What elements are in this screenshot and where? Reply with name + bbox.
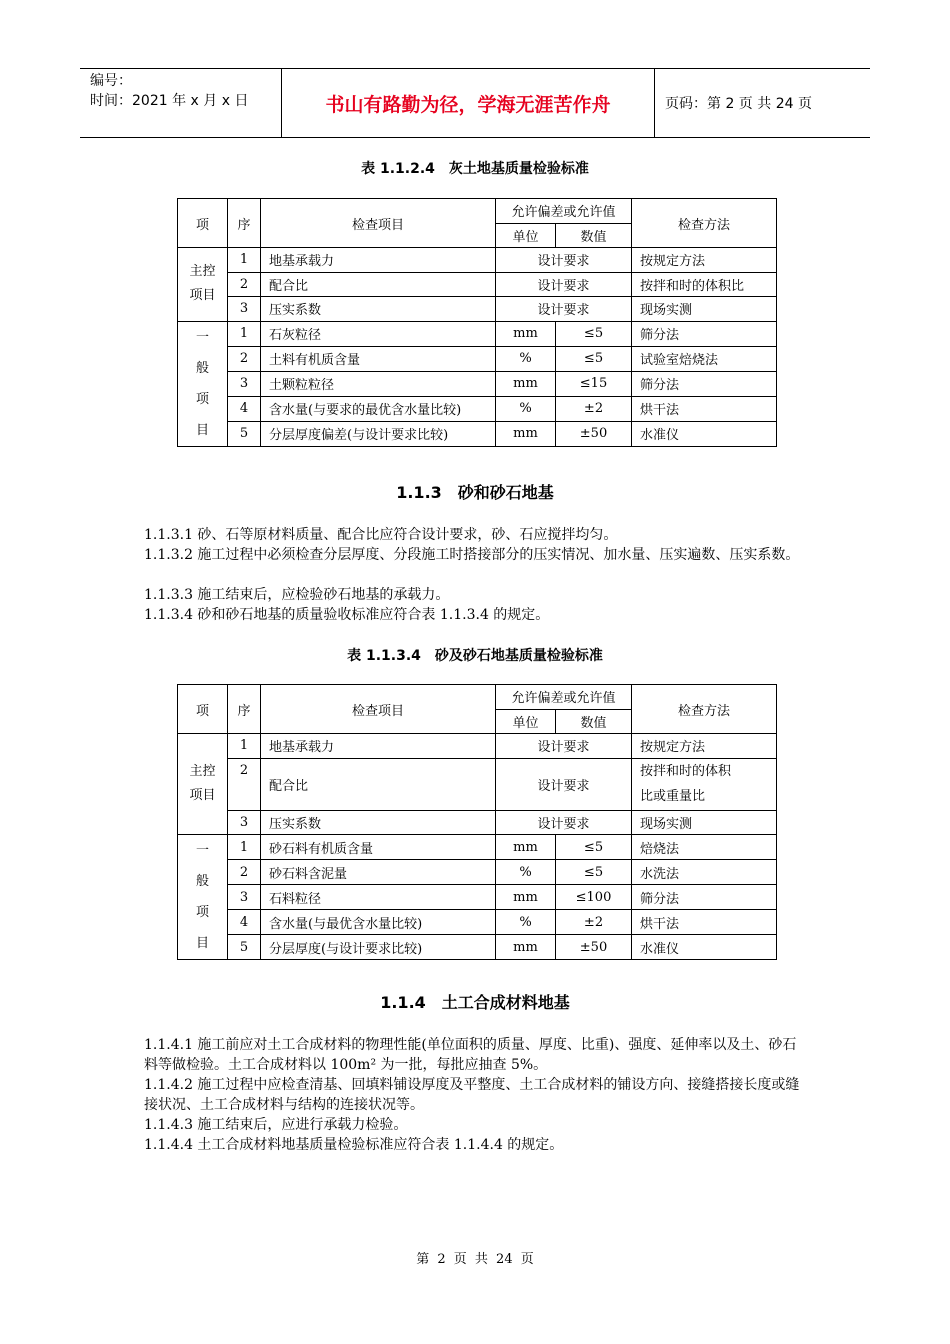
cell-method: 按规定方法	[632, 248, 777, 273]
group-general	[178, 321, 228, 446]
cell-method: 水准仪	[632, 935, 777, 960]
header-value: 数值	[556, 223, 632, 248]
header-tolerance: 允许偏差或允许值	[496, 199, 632, 224]
cell-unit: %	[496, 346, 556, 371]
cell-seq: 3	[228, 810, 261, 835]
header-item: 项	[178, 199, 228, 248]
header-unit: 单位	[496, 223, 556, 248]
cell-item: 砂石料含泥量	[261, 860, 496, 885]
cell-item: 砂石料有机质含量	[261, 835, 496, 860]
cell-item: 含水量(与要求的最优含水量比较)	[261, 396, 496, 421]
paragraph-1-1-4-3: 1.1.4.3 施工结束后，应进行承载力检验。	[144, 1117, 408, 1133]
table-header-row	[178, 685, 777, 710]
cell-method: 筛分法	[632, 321, 777, 346]
cell-seq: 2	[228, 346, 261, 371]
table1-lime-soil-foundation	[177, 198, 777, 447]
header-meta	[80, 69, 282, 137]
cell-seq: 3	[228, 297, 261, 322]
group-general	[178, 835, 228, 960]
cell-method: 焙烧法	[632, 835, 777, 860]
cell-value: ≤5	[556, 321, 632, 346]
paragraph-1-1-4-4: 1.1.4.4 土工合成材料地基质量检验标准应符合表 1.1.4.4 的规定。	[144, 1137, 564, 1153]
table1-caption: 表 1.1.2.4 灰土地基质量检验标准	[361, 161, 589, 177]
cell-value: ±50	[556, 935, 632, 960]
cell-item: 分层厚度(与设计要求比较)	[261, 935, 496, 960]
cell-method: 水准仪	[632, 421, 777, 446]
cell-method: 筛分法	[632, 371, 777, 396]
table-row	[178, 396, 777, 421]
table-row	[178, 810, 777, 835]
group-label: 一般项目	[196, 843, 210, 951]
group-label: 主控项目	[189, 764, 216, 803]
table-row	[178, 835, 777, 860]
header-tolerance: 允许偏差或允许值	[496, 685, 632, 710]
header-motto: 书山有路勤为径，学海无涯苦作舟	[282, 69, 655, 137]
paragraph-1-1-4-1: 1.1.4.1 施工前应对土工合成材料的物理性能(单位面积的质量、厚度、比重)、强度、延伸率以及土、砂石料等做检验。土工合成材料以 100m² 为一批，每批应抽查 5%。	[144, 1037, 797, 1073]
table-row	[178, 860, 777, 885]
cell-requirement: 设计要求	[496, 272, 632, 297]
cell-seq: 1	[228, 248, 261, 273]
header-check-item: 检查项目	[261, 685, 496, 734]
paragraph-1-1-3-4: 1.1.3.4 砂和砂石地基的质量验收标准应符合表 1.1.3.4 的规定。	[144, 607, 550, 623]
cell-method	[632, 758, 777, 810]
cell-requirement: 设计要求	[496, 810, 632, 835]
cell-method: 烘干法	[632, 396, 777, 421]
header-seq: 序	[228, 685, 261, 734]
cell-seq: 1	[228, 734, 261, 759]
cell-value: ±2	[556, 910, 632, 935]
cell-seq: 5	[228, 421, 261, 446]
group-label: 一般项目	[196, 329, 210, 438]
cell-value: ±50	[556, 421, 632, 446]
cell-item: 土料有机质含量	[261, 346, 496, 371]
table-row	[178, 910, 777, 935]
cell-value: ≤5	[556, 835, 632, 860]
cell-seq: 3	[228, 885, 261, 910]
cell-item: 石料粒径	[261, 885, 496, 910]
cell-method: 烘干法	[632, 910, 777, 935]
table-row	[178, 421, 777, 446]
cell-unit: mm	[496, 885, 556, 910]
table-row	[178, 885, 777, 910]
section-113-title: 1.1.3 砂和砂石地基	[396, 483, 554, 502]
cell-unit: %	[496, 396, 556, 421]
table-row	[178, 346, 777, 371]
paragraph-1-1-3-3: 1.1.3.3 施工结束后，应检验砂石地基的承载力。	[144, 587, 450, 603]
paragraph-1-1-3-1: 1.1.3.1 砂、石等原材料质量、配合比应符合设计要求，砂、石应搅拌均匀。	[144, 527, 618, 543]
table2-sand-gravel-foundation	[177, 684, 777, 960]
method-line: 按拌和时的体积	[640, 764, 732, 779]
cell-value: ≤15	[556, 371, 632, 396]
cell-seq: 1	[228, 835, 261, 860]
cell-item: 土颗粒粒径	[261, 371, 496, 396]
header-unit: 单位	[496, 709, 556, 734]
cell-seq: 2	[228, 272, 261, 297]
paragraph-1-1-3-2: 1.1.3.2 施工过程中必须检查分层厚度、分段施工时搭接部分的压实情况、加水量、压实遍数、压实系数。	[144, 547, 800, 563]
page-footer: 第 2 页 共 24 页	[416, 1252, 534, 1267]
header-page-info: 页码：第 2 页 共 24 页	[665, 96, 812, 112]
cell-unit: mm	[496, 835, 556, 860]
table-row	[178, 371, 777, 396]
table-row	[178, 935, 777, 960]
table2-caption: 表 1.1.3.4 砂及砂石地基质量检验标准	[347, 648, 603, 664]
cell-unit: %	[496, 860, 556, 885]
document-date: 时间：2021 年 x 月 x 日	[90, 93, 249, 109]
cell-unit: mm	[496, 421, 556, 446]
cell-unit: %	[496, 910, 556, 935]
table-row	[178, 297, 777, 322]
cell-method: 现场实测	[632, 810, 777, 835]
cell-method: 筛分法	[632, 885, 777, 910]
cell-unit: mm	[496, 371, 556, 396]
cell-method: 试验室焙烧法	[632, 346, 777, 371]
cell-item: 地基承载力	[261, 248, 496, 273]
cell-value: ≤5	[556, 346, 632, 371]
document-number-label: 编号：	[90, 73, 132, 89]
cell-unit: mm	[496, 321, 556, 346]
method-line: 比或重量比	[640, 789, 706, 804]
cell-method: 现场实测	[632, 297, 777, 322]
table-row	[178, 272, 777, 297]
cell-requirement: 设计要求	[496, 248, 632, 273]
cell-item: 分层厚度偏差(与设计要求比较)	[261, 421, 496, 446]
cell-method: 按规定方法	[632, 734, 777, 759]
cell-item: 含水量(与最优含水量比较)	[261, 910, 496, 935]
cell-unit: mm	[496, 935, 556, 960]
cell-value: ≤100	[556, 885, 632, 910]
group-main-control	[178, 734, 228, 835]
cell-item: 地基承载力	[261, 734, 496, 759]
header-method: 检查方法	[632, 685, 777, 734]
cell-item: 压实系数	[261, 810, 496, 835]
header-check-item: 检查项目	[261, 199, 496, 248]
table-row	[178, 734, 777, 759]
cell-requirement: 设计要求	[496, 297, 632, 322]
cell-item: 配合比	[261, 272, 496, 297]
cell-method: 按拌和时的体积比	[632, 272, 777, 297]
cell-requirement: 设计要求	[496, 758, 632, 810]
cell-value: ±2	[556, 396, 632, 421]
paragraph-1-1-4-2: 1.1.4.2 施工过程中应检查清基、回填料铺设厚度及平整度、土工合成材料的铺设方向、接缝搭接长度或缝接状况、土工合成材料与结构的连接状况等。	[144, 1077, 800, 1113]
cell-item: 配合比	[261, 758, 496, 810]
cell-method: 水洗法	[632, 860, 777, 885]
cell-seq: 4	[228, 396, 261, 421]
cell-value: ≤5	[556, 860, 632, 885]
header-seq: 序	[228, 199, 261, 248]
header-item: 项	[178, 685, 228, 734]
table-header-row	[178, 199, 777, 224]
group-label: 主控项目	[189, 264, 216, 304]
section-114-title: 1.1.4 土工合成材料地基	[380, 993, 570, 1012]
cell-seq: 3	[228, 371, 261, 396]
table-row	[178, 248, 777, 273]
page-header	[80, 68, 870, 138]
cell-item: 压实系数	[261, 297, 496, 322]
cell-seq: 1	[228, 321, 261, 346]
header-method: 检查方法	[632, 199, 777, 248]
cell-seq: 2	[228, 758, 261, 810]
group-main-control	[178, 248, 228, 322]
cell-requirement: 设计要求	[496, 734, 632, 759]
cell-seq: 4	[228, 910, 261, 935]
cell-item: 石灰粒径	[261, 321, 496, 346]
table-row	[178, 321, 777, 346]
cell-seq: 2	[228, 860, 261, 885]
table-row	[178, 758, 777, 810]
cell-seq: 5	[228, 935, 261, 960]
header-value: 数值	[556, 709, 632, 734]
